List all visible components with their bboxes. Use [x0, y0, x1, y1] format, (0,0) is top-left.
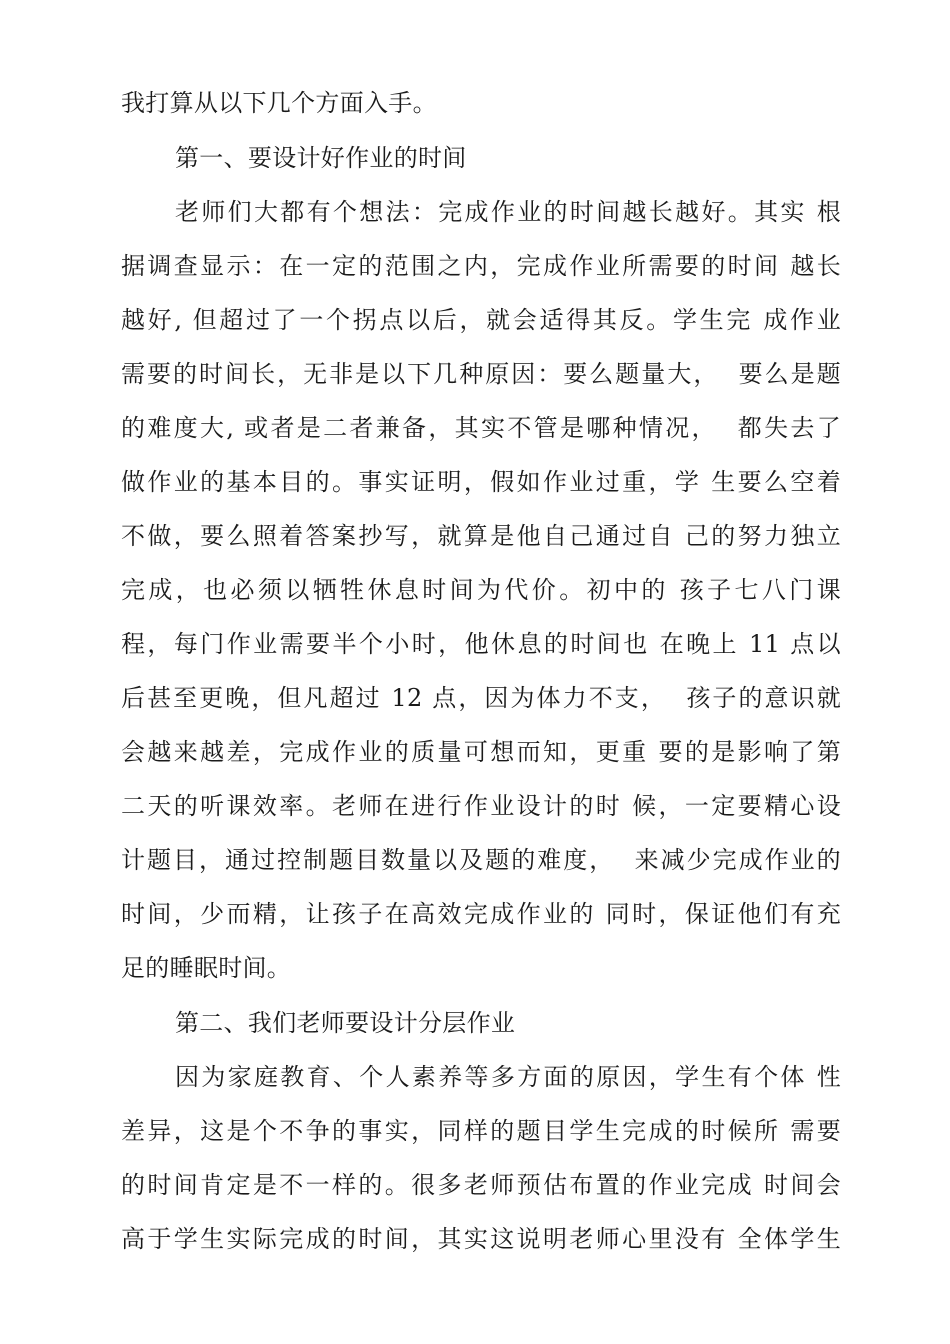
paragraph-line: 时间，少而精，让孩子在高效完成作业的 同时，保证他们有充	[121, 900, 841, 928]
paragraph-line: 高于学生实际完成的时间，其实这说明老师心里没有 全体学生	[121, 1225, 841, 1253]
section-heading-1: 第一、要设计好作业的时间	[175, 144, 467, 172]
section-heading-2: 第二、我们老师要设计分层作业	[175, 1009, 516, 1037]
paragraph-line: 的难度大, 或者是二者兼备，其实不管是哪种情况， 都失去了	[121, 414, 841, 442]
paragraph-line: 做作业的基本目的。事实证明，假如作业过重，学 生要么空着	[121, 468, 841, 496]
paragraph-line: 足的睡眠时间。	[121, 954, 292, 982]
paragraph-line: 据调查显示：在一定的范围之内，完成作业所需要的时间 越长	[121, 252, 841, 280]
paragraph-line: 老师们大都有个想法：完成作业的时间越长越好。其实 根	[175, 198, 841, 226]
paragraph-line: 后甚至更晚，但凡超过 12 点，因为体力不支， 孩子的意识就	[121, 684, 841, 712]
paragraph-line: 完成，也必须以牺牲休息时间为代价。初中的 孩子七八门课	[121, 576, 841, 604]
paragraph-line: 我打算从以下几个方面入手。	[121, 89, 437, 117]
paragraph-line: 计题目，通过控制题目数量以及题的难度， 来减少完成作业的	[121, 846, 841, 874]
paragraph-line: 越好, 但超过了一个拐点以后，就会适得其反。学生完 成作业	[121, 306, 841, 334]
paragraph-line: 会越来越差，完成作业的质量可想而知，更重 要的是影响了第	[121, 738, 841, 766]
paragraph-line: 因为家庭教育、个人素养等多方面的原因，学生有个体 性	[175, 1063, 841, 1091]
paragraph-line: 不做，要么照着答案抄写，就算是他自己通过自 己的努力独立	[121, 522, 841, 550]
paragraph-line: 需要的时间长，无非是以下几种原因：要么题量大， 要么是题	[121, 360, 841, 388]
paragraph-line: 差异，这是个不争的事实，同样的题目学生完成的时候所 需要	[121, 1117, 841, 1145]
paragraph-line: 的时间肯定是不一样的。很多老师预估布置的作业完成 时间会	[121, 1171, 841, 1199]
paragraph-line: 二天的听课效率。老师在进行作业设计的时 候，一定要精心设	[121, 792, 841, 820]
paragraph-line: 程，每门作业需要半个小时，他休息的时间也 在晚上 11 点以	[121, 630, 841, 658]
